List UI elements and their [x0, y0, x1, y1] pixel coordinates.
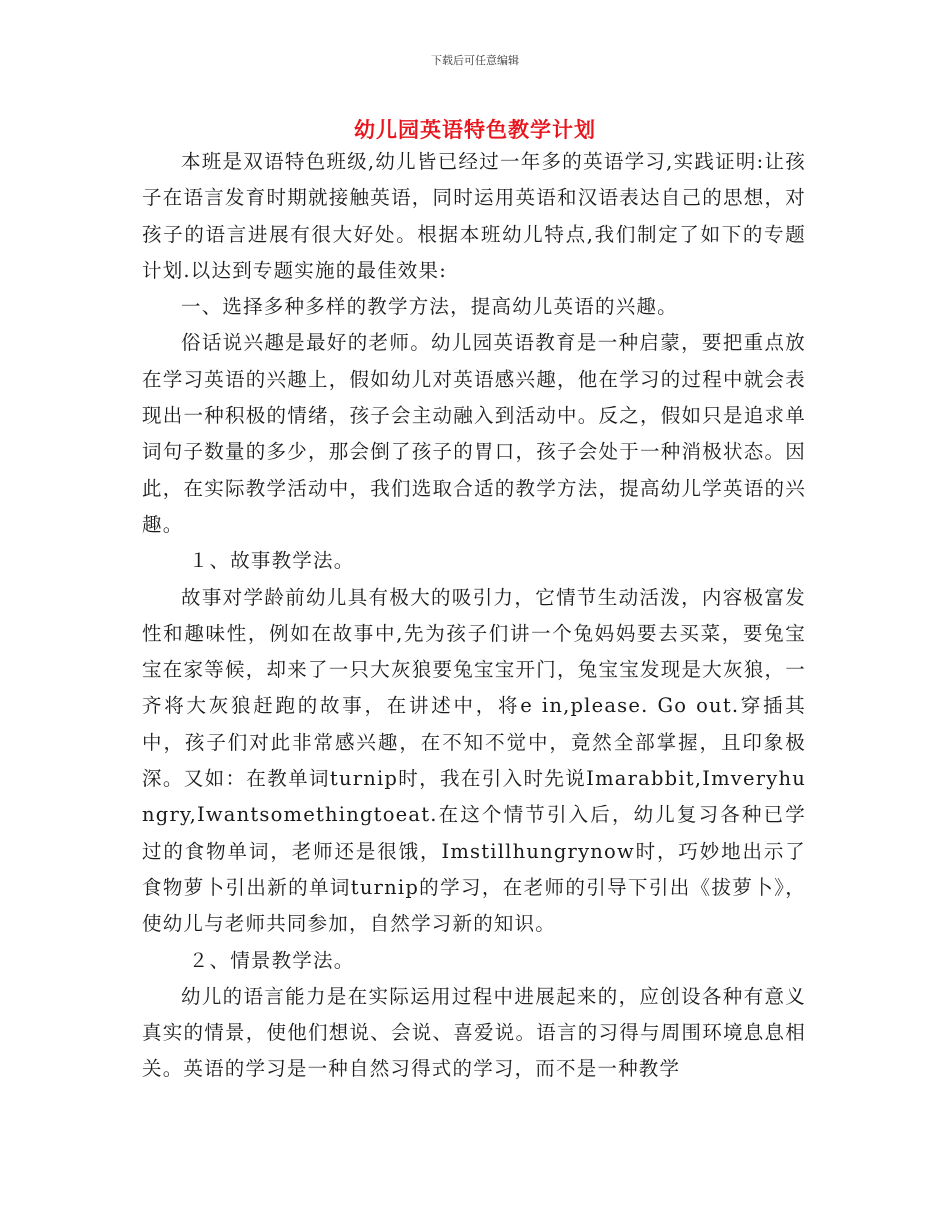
scene-method-paragraph: 幼儿的语言能力是在实际运用过程中进展起来的，应创设各种有意义真实的情景，使他们想说、会说、喜爱说。语言的习得与周围环境息息相关。英语的学习是一种自然习得式的学习，而不是一种教学 [142, 984, 806, 1081]
section-heading-1: 一、选择多种多样的教学方法，提高幼儿英语的兴趣。 [181, 295, 678, 319]
section-1-paragraph: 俗话说兴趣是最好的老师。幼儿园英语教育是一种启蒙，要把重点放在学习英语的兴趣上，假如幼儿对英语感兴趣，他在学习的过程中就会表现出一种积极的情绪，孩子会主动融入到活动中。反之，假如只是追求单词句子数量的多少，那会倒了孩子的胃口，孩子会处于一种消极状态。因此，在实际教学活动中，我们选取合适的教学方法，提高幼儿学英语的兴趣。 [142, 331, 806, 536]
page-header: 下载后可任意编辑 [431, 54, 519, 67]
subsection-heading-scene: ２、情景教学法。 [188, 948, 355, 972]
document-body [142, 144, 806, 1088]
document-title: 幼儿园英语特色教学计划 [354, 117, 596, 142]
story-method-paragraph: 故事对学龄前幼儿具有极大的吸引力，它情节生动活泼，内容极富发性和趣味性，例如在故事中,先为孩子们讲一个兔妈妈要去买菜，要兔宝宝在家等候，却来了一只大灰狼要兔宝宝开门，兔宝宝发现是大灰狼，一齐将大灰狼赶跑的故事，在讲述中，将e in,please. Go out.穿插其中，孩子们对此非常感兴趣，在不知不觉中，竟然全部掌握，且印象极深。又如：在教单词turnip时，我在引入时先说Imarabbit,Imveryhungry,Iwantsomethingtoeat.在这个情节引入后，幼儿复习各种已学过的食物单词，老师还是很饿，Imstillhungrynow时，巧妙地出示了食物萝卜引出新的单词turnip的学习，在老师的引导下引出《拔萝卜》，使幼儿与老师共同参加，自然学习新的知识。 [142, 585, 806, 936]
intro-paragraph: 本班是双语特色班级,幼儿皆已经过一年多的英语学习,实践证明:让孩子在语言发育时期就接触英语，同时运用英语和汉语表达自己的思想，对孩子的语言进展有很大好处。根据本班幼儿特点,我们制定了如下的专题计划.以达到专题实施的最佳效果: [142, 150, 806, 282]
subsection-heading-story: １、故事教学法。 [188, 549, 355, 573]
